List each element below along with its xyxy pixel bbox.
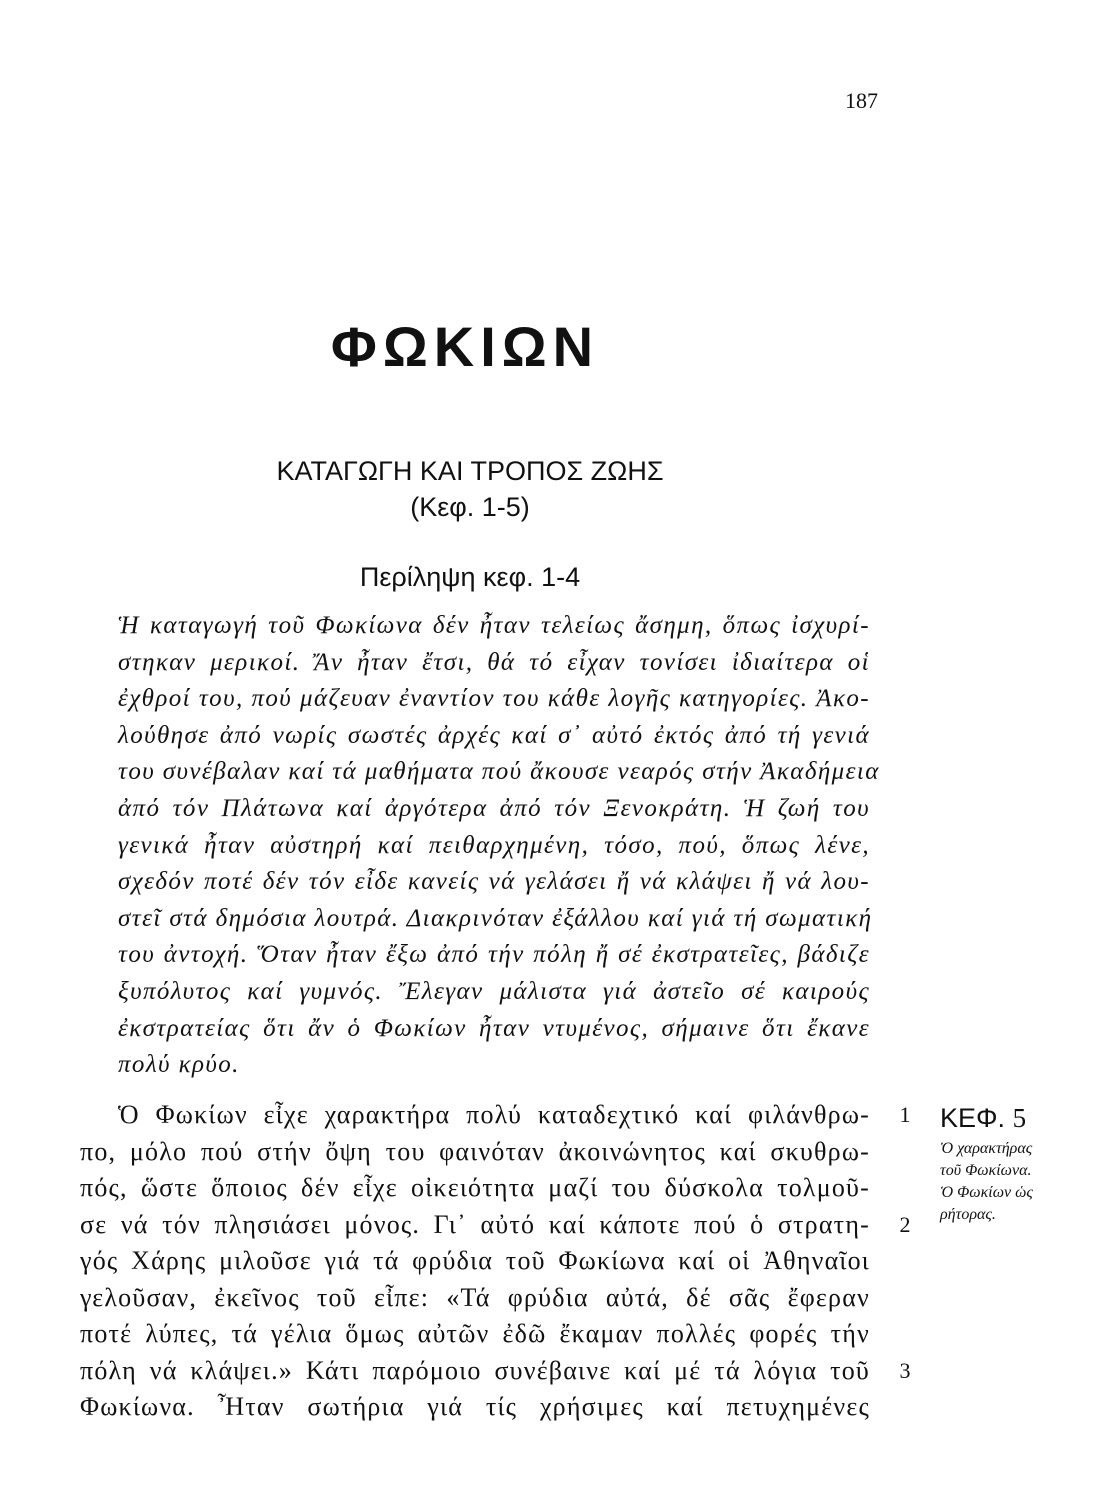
summary-line: στεῖ στά δημόσια λουτρά. Διακρινόταν ἐξάλλου καί γιά τή σωματική	[118, 904, 873, 932]
line-number: 2	[899, 1211, 911, 1237]
margin-chapter-label: ΚΕΦ.	[940, 1103, 1006, 1133]
line-number: 3	[899, 1357, 911, 1383]
summary-line: του ἀντοχή. Ὅταν ἦταν ἔξω ἀπό τήν πόλη ἤ σέ ἐκστρατεῖες, βάδιζε	[118, 941, 870, 969]
page-number: 187	[845, 88, 878, 113]
margin-note	[940, 1103, 1090, 1226]
body-line: Φωκίωνα. Ἦταν σωτήρια γιά τίς χρήσιμες καί πετυχημένες	[80, 1392, 870, 1421]
margin-chapter-number: 5	[1012, 1103, 1027, 1133]
summary-line: ἀπό τόν Πλάτωνα καί ἀργότερα ἀπό τόν Ξενοκράτη. Ἡ ζωή του	[118, 794, 870, 822]
line-number	[890, 1134, 920, 1171]
line-number	[890, 1243, 920, 1280]
section-heading: ΚΑΤΑΓΩΓΗ ΚΑΙ ΤΡΟΠΟΣ ΖΩΗΣ	[276, 456, 664, 486]
summary-line: στηκαν μερικοί. Ἄν ἦταν ἔτσι, θά τό εἶχαν τονίσει ἰδιαίτερα οἱ	[118, 648, 870, 676]
summary-line: του συνέβαλαν καί τά μαθήματα πού ἄκουσε νεαρός στήν Ἀκαδήμεια	[118, 758, 880, 786]
summary-line: ξυπόλυτος καί γυμνός. Ἔλεγαν μάλιστα γιά ἀστεῖο σέ καιρούς	[118, 977, 870, 1005]
section-heading-block	[0, 453, 940, 525]
body-line: πός, ὥστε ὅποιος δέν εἶχε οἰκειότητα μαζί του δύσκολα τολμοῦ-	[80, 1173, 870, 1202]
body-line: πο, μόλο πού στήν ὄψη του φαινόταν ἀκοινώνητος καί σκυθρω-	[80, 1136, 870, 1166]
summary-line: γενικά ἦταν αὐστηρή καί πειθαρχημένη, τόσο, πού, ὅπως λένε,	[118, 831, 870, 859]
line-number	[890, 1280, 920, 1317]
summary-line: πολύ κρύο.	[118, 1051, 240, 1079]
margin-chapter	[940, 1103, 1090, 1134]
body-line: γός Χάρης μιλοῦσε γιά τά φρύδια τοῦ Φωκίωνα καί οἱ Ἀθηναῖοι	[80, 1246, 870, 1275]
margin-note-line: τοῦ Φωκίωνα.	[940, 1162, 1032, 1179]
line-numbers	[890, 1097, 920, 1426]
margin-note-line: Ὁ Φωκίων ὡς	[940, 1184, 1033, 1201]
margin-note-line: Ὁ χαρακτήρας	[940, 1140, 1033, 1157]
line-number	[890, 1389, 920, 1426]
summary-line: λούθησε ἀπό νωρίς σωστές ἀρχές καί σ᾿ αὐτό ἐκτός ἀπό τή γενιά	[118, 721, 870, 749]
body-line: γελοῦσαν, ἐκεῖνος τοῦ εἶπε: «Τά φρύδια αὐτά, δέ σᾶς ἔφεραν	[80, 1282, 870, 1312]
summary-heading: Περίληψη κεφ. 1-4	[359, 562, 581, 592]
summary-line: ἐχθροί του, πού μάζευαν ἐναντίον του κάθε λογῆς κατηγορίες. Ἀκο-	[118, 685, 870, 713]
summary-line: Ἡ καταγωγή τοῦ Φωκίωνα δέν ἦταν τελείως ἄσημη, ὅπως ἰσχυρί-	[118, 612, 870, 639]
margin-note-text	[940, 1138, 1090, 1226]
body-line: σε νά τόν πλησιάσει μόνος. Γι᾿ αὐτό καί κάποτε πού ὁ στρατη-	[80, 1209, 870, 1239]
body-line: ποτέ λύπες, τά γέλια ὅμως αὐτῶν ἐδῶ ἔκαμαν πολλές φορές τήν	[80, 1319, 870, 1348]
body-line: πόλη νά κλάψει.» Κάτι παρόμοιο συνέβαινε καί μέ τά λόγια τοῦ	[80, 1355, 870, 1385]
chapter-title: ΦΩΚΙΩΝ	[330, 315, 600, 378]
body-line: Ὁ Φωκίων εἶχε χαρακτήρα πολύ καταδεχτικό καί φιλάνθρω-	[118, 1100, 870, 1129]
line-number	[890, 1170, 920, 1207]
summary-paragraph	[118, 608, 880, 1084]
margin-note-line: ρήτορας.	[940, 1206, 996, 1223]
summary-line: σχεδόν ποτέ δέν τόν εἶδε κανείς νά γελάσει ἤ νά κλάψει ἤ νά λου-	[118, 868, 870, 896]
line-number	[890, 1316, 920, 1353]
summary-line: ἐκστρατείας ὅτι ἄν ὁ Φωκίων ἦταν ντυμένος, σήμαινε ὅτι ἔκανε	[118, 1014, 870, 1042]
body-text	[80, 1097, 870, 1426]
line-number: 1	[899, 1102, 911, 1127]
section-chapters: (Κεφ. 1-5)	[410, 492, 530, 522]
